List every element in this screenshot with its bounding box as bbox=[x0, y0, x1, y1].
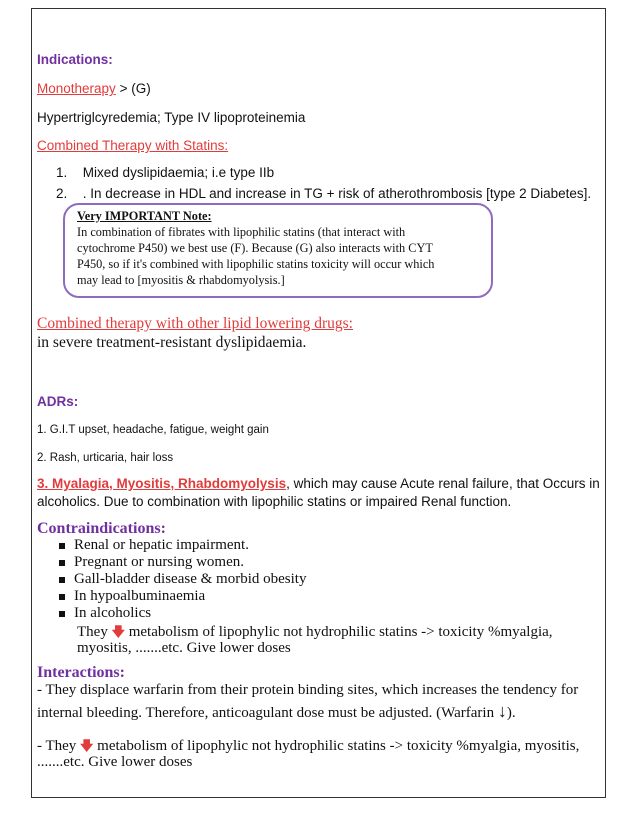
contraindication-item: Renal or hepatic impairment. bbox=[74, 537, 249, 553]
contraindication-item: In alcoholics bbox=[74, 605, 152, 621]
contraindications-heading: Contraindications: bbox=[37, 520, 166, 537]
note-line: cytochrome P450) we best use (F). Because (G) also interacts with CYT bbox=[77, 241, 433, 255]
adr-item-3 bbox=[37, 476, 600, 491]
bullet-icon bbox=[59, 594, 65, 600]
list-number: 1. bbox=[56, 165, 68, 180]
list-item bbox=[56, 165, 274, 180]
monotherapy-line bbox=[37, 81, 151, 96]
list-text: Mixed dyslipidaemia; i.e type IIb bbox=[82, 165, 275, 180]
adrs-heading: ADRs: bbox=[37, 394, 79, 409]
adr-item: 2. Rash, urticaria, hair loss bbox=[37, 452, 174, 464]
monotherapy-detail: Hypertriglcyredemia; Type IV lipoproteinemia bbox=[37, 110, 306, 125]
note-line: In combination of fibrates with lipophilic statins (that interact with bbox=[77, 225, 406, 239]
bullet-icon bbox=[59, 543, 65, 549]
important-note-box bbox=[63, 203, 493, 298]
bullet-icon bbox=[59, 611, 65, 617]
they-rest: metabolism of lipophylic not hydrophilic statins -> toxicity %myalgia, bbox=[128, 624, 553, 640]
note-title: Very IMPORTANT Note: bbox=[77, 209, 212, 223]
bullet-icon bbox=[59, 560, 65, 566]
adr-item-3-line2: alcoholics. Due to combination with lipophilic statins or impaired Renal function. bbox=[37, 494, 512, 509]
contraindication-item: In hypoalbuminaemia bbox=[74, 588, 206, 604]
note-line: P450, so if it's combined with lipophilic statins toxicity will occur which bbox=[77, 257, 435, 271]
adr-item: 1. G.I.T upset, headache, fatigue, weight gain bbox=[37, 424, 269, 436]
monotherapy-label: Monotherapy bbox=[37, 81, 116, 96]
interactions-line4: .......etc. Give lower doses bbox=[37, 754, 193, 770]
contra-note-line2: myositis, .......etc. Give lower doses bbox=[77, 640, 291, 656]
combined-statins-heading: Combined Therapy with Statins: bbox=[37, 138, 229, 153]
combined-other-heading: Combined therapy with other lipid lowering drugs: bbox=[37, 315, 353, 332]
bullet-icon bbox=[59, 577, 65, 583]
interactions-line1: - They displace warfarin from their protein binding sites, which increases the tendency for bbox=[37, 682, 579, 698]
indications-heading: Indications: bbox=[37, 52, 113, 67]
down-arrow-icon: ↓ bbox=[497, 701, 507, 721]
interactions-line2-prefix: internal bleeding. Therefore, anticoagulant dose must be adjusted. (Warfarin bbox=[37, 705, 495, 721]
they-word: - They bbox=[37, 738, 77, 754]
interactions-line2-suffix: ). bbox=[506, 705, 516, 721]
list-number: 2. bbox=[56, 186, 68, 201]
interactions-line3-rest: metabolism of lipophylic not hydrophilic statins -> toxicity %myalgia, myositis, bbox=[97, 738, 580, 754]
interactions-heading: Interactions: bbox=[37, 664, 125, 681]
list-text: . In decrease in HDL and increase in TG + risk of atherothrombosis [type 2 Diabetes]. bbox=[82, 186, 592, 201]
adr-item-3-rest: , which may cause Acute renal failure, that Occurs in bbox=[286, 476, 600, 491]
adr-item-3-label: 3. Myalagia, Myositis, Rhabdomyolysis bbox=[37, 476, 287, 491]
contraindication-item: Gall-bladder disease & morbid obesity bbox=[74, 571, 307, 587]
contraindication-item: Pregnant or nursing women. bbox=[74, 554, 244, 570]
down-arrow-icon: 🡇 bbox=[80, 738, 94, 753]
note-line: may lead to [myositis & rhabdomyolysis.] bbox=[77, 273, 285, 287]
interactions-line2 bbox=[37, 701, 516, 722]
combined-other-text: in severe treatment-resistant dyslipidaemia. bbox=[37, 334, 307, 351]
list-item bbox=[56, 186, 591, 201]
monotherapy-rest: > (G) bbox=[115, 81, 151, 96]
down-arrow-icon: 🡇 bbox=[111, 624, 125, 639]
they-word: They bbox=[77, 624, 108, 640]
